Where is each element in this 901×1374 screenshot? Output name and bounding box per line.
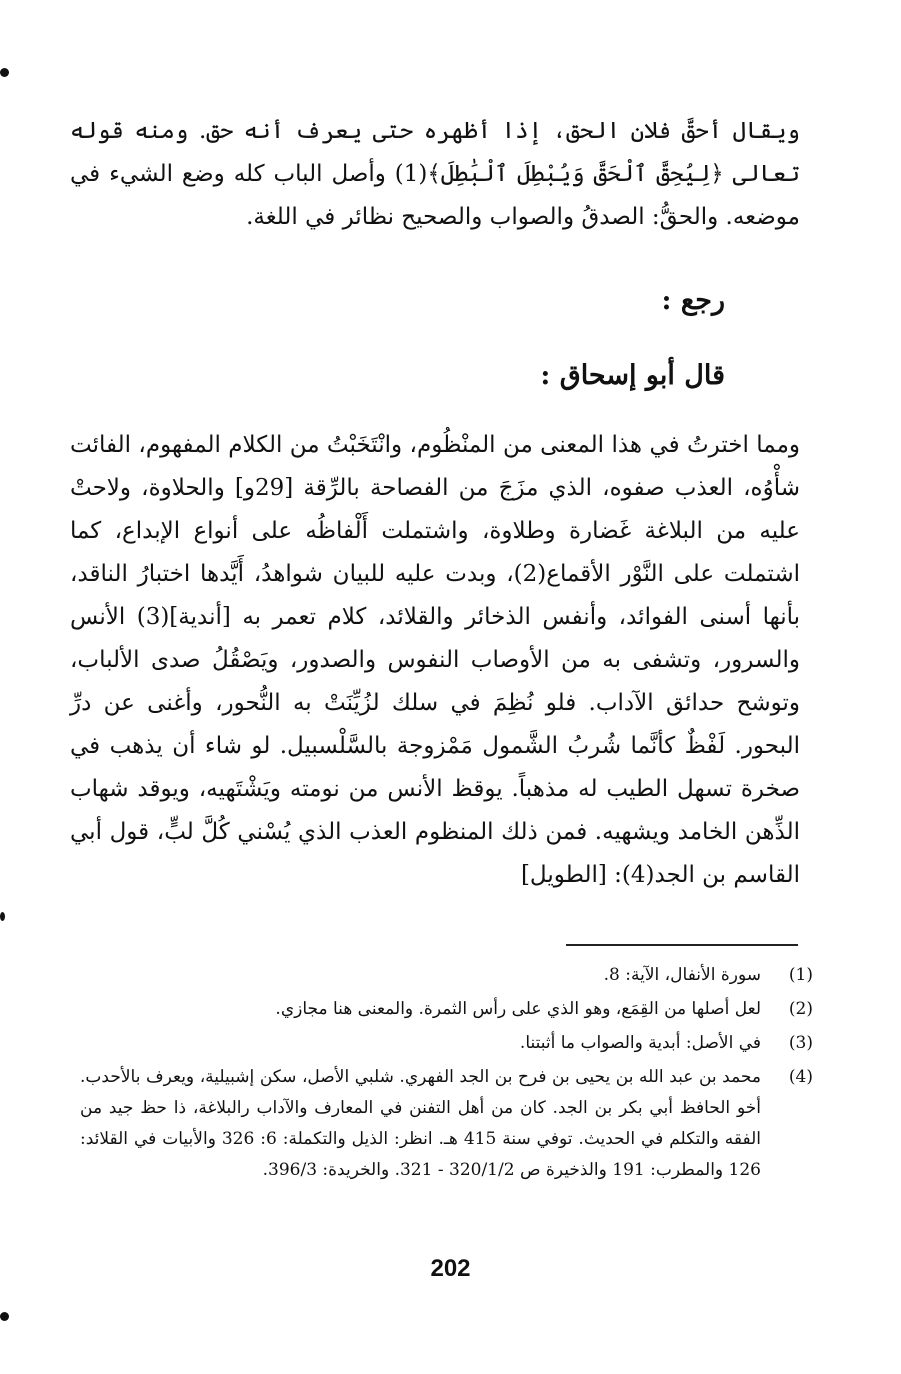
footnote-number: (3) bbox=[788, 1033, 813, 1053]
footnote-divider bbox=[566, 944, 798, 946]
footnote-1 bbox=[80, 960, 813, 991]
footnote-2 bbox=[80, 994, 813, 1025]
intro-paragraph: ويقال أحقَّ فلان الحق، إذا أظهره حتى يعرف أنه حق. ومنه قوله تعالى ﴿لِيُحِقَّ ٱلْحَقَّ وَيُبْطِلَ ٱلْبَٰطِلَ﴾(1) وأصل الباب كله وضع الشيء في موضعه. والحقُّ: الصدقُ والصواب والصحيح نظائر في اللغة. bbox=[70, 118, 800, 230]
footnote-text: في الأصل: أبدية والصواب ما أثبتنا. bbox=[519, 1033, 761, 1053]
footnote-number: (4) bbox=[788, 1067, 813, 1087]
footnotes bbox=[80, 960, 813, 1189]
footnote-text: سورة الأنفال، الآية: 8. bbox=[603, 965, 761, 985]
heading-raja: رجع : bbox=[661, 285, 725, 316]
page-number: 202 bbox=[430, 1255, 471, 1282]
footnote-number: (2) bbox=[788, 999, 813, 1019]
scan-mark-top bbox=[0, 68, 9, 77]
scan-mark-middle bbox=[0, 912, 5, 921]
scan-mark-bottom bbox=[0, 1312, 9, 1321]
footnote-text: لعل أصلها من القِمَع، وهو الذي على رأس الثمرة. والمعنى هنا مجازي. bbox=[275, 999, 761, 1019]
footnote-number: (1) bbox=[788, 965, 813, 985]
footnote-3 bbox=[80, 1028, 813, 1059]
intro-block bbox=[70, 110, 800, 239]
main-paragraph: ومما اخترتُ في هذا المعنى من المنْظُوم، وانْتَخَبْتُ من الكلام المفهوم، الفائت شأْوُه، العذب صفوه، الذي مزَجَ من الفصاحة بالرِّقة [29و] والحلاوة، ولاحتْ عليه من البلاغة غَضارة وطلاوة، واشتملت أَلْفاظُه على أنواع الإبداع، كما اشتملت على النَّوْر الأقماع(2)، وبدت عليه للبيان شواهدُ، أَيَّدها اختبارُ الناقد، بأنها أسنى الفوائد، وأنفس الذخائر والقلائد، كلام تعمر به [أندية](3) الأنس والسرور، وتشفى به من الأوصاب النفوس والصدور، ويَصْقُلُ صدى الألباب، وتوشح حدائق الآداب. فلو نُظِمَ في سلك لزُيِّنَتْ به النُّحور، وأغنى عن درِّ البحور. لَفْظٌ كأنَّما شُربُ الشَّمول مَمْزوجة بالسَّلْسبيل. لو شاء أن يذهب في صخرة تسهل الطيب له مذهباً. يوقظ الأنس من نومته ويَشْتَهيه، ويوقد شهاب الذِّهن الخامد ويشهيه. فمن ذلك المنظوم العذب الذي يُسْني كُلَّ لبٍّ، قول أبي القاسم بن الجد(4): [الطويل] bbox=[70, 432, 801, 888]
footnote-text: محمد بن عبد الله بن يحيى بن فرح بن الجد الفهري. شلبي الأصل، سكن إشبيلية، ويعرف بالأحدب. أخو الحافظ أبي بكر بن الجد. كان من أهل التفنن في المعارف والآداب رالبلاغة، ذا حظ جيد من الفقه والتكلم في الحديث. توفي سنة 415 هـ. انظر: الذيل والتكملة: 6: 326 والأبيات في القلائد: 126 والمطرب: 191 والذخيرة ص 320/1/2 - 321. والخريدة: 396/3. bbox=[80, 1067, 761, 1180]
main-block bbox=[70, 424, 800, 897]
heading-qala-abu-ishaq: قال أبو إسحاق : bbox=[540, 360, 725, 391]
footnote-4 bbox=[80, 1062, 813, 1186]
